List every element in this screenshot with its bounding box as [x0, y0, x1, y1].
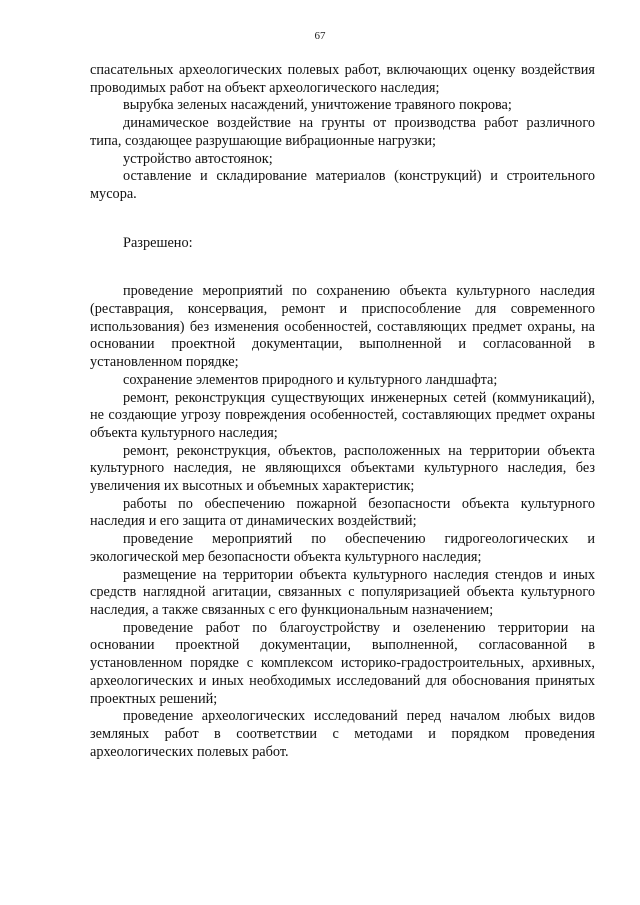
allowed-item-6: проведение мероприятий по обеспечению гидрогеологических и экологической мер безопасности объекта культурного наследия; — [90, 531, 595, 565]
allowed-heading: Разрешено: — [123, 234, 193, 251]
document-body — [90, 62, 595, 761]
allowed-item-8: проведение работ по благоустройству и озеленению территории на основании проектной документации, выполненной, согласованной в установленном порядке с комплексом историко-градостроительных, архивных, археологических и иных необходимых исследований для обоснования принятых проектных решений; — [90, 619, 595, 707]
allowed-item-4: ремонт, реконструкция, объектов, расположенных на территории объекта культурного наследия, не являющихся объектами культурного наследия, без увеличения их высотных и объемных характеристик; — [90, 442, 595, 495]
prohibited-item-4: устройство автостоянок; — [123, 150, 273, 167]
prohibited-item-5: оставление и складирование материалов (конструкций) и строительного мусора. — [90, 168, 595, 202]
page-number: 67 — [314, 30, 326, 42]
allowed-item-1: проведение мероприятий по сохранению объекта культурного наследия (реставрация, консервация, ремонт и приспособление для современного использования) без изменения особенностей, составляющих предмет охраны, на основании проектной документации, выполненной и согласованной в установленном порядке; — [90, 283, 595, 371]
prohibited-item-1: спасательных археологических полевых работ, включающих оценку воздействия проводимых работ на объект археологического наследия; — [90, 62, 595, 96]
allowed-item-2: сохранение элементов природного и культурного ландшафта; — [123, 371, 498, 388]
allowed-item-7: размещение на территории объекта культурного наследия стендов и иных средств наглядной агитации, связанных с популяризацией объекта культурного наследия, а также связанных с его функциональным назначением; — [90, 566, 595, 618]
allowed-item-3: ремонт, реконструкция существующих инженерных сетей (коммуникаций), не создающие угрозу повреждения особенностей, составляющих предмет охраны объекта культурного наследия; — [90, 389, 595, 441]
allowed-item-9: проведение археологических исследований перед началом любых видов земляных работ в соответствии с методами и порядком проведения археологических полевых работ. — [90, 708, 595, 760]
prohibited-item-3: динамическое воздействие на грунты от производства работ различного типа, создающее разрушающие вибрационные нагрузки; — [90, 115, 595, 149]
prohibited-item-2: вырубка зеленых насаждений, уничтожение травяного покрова; — [123, 97, 512, 114]
allowed-item-5: работы по обеспечению пожарной безопасности объекта культурного наследия и его защита от динамических воздействий; — [90, 495, 595, 530]
